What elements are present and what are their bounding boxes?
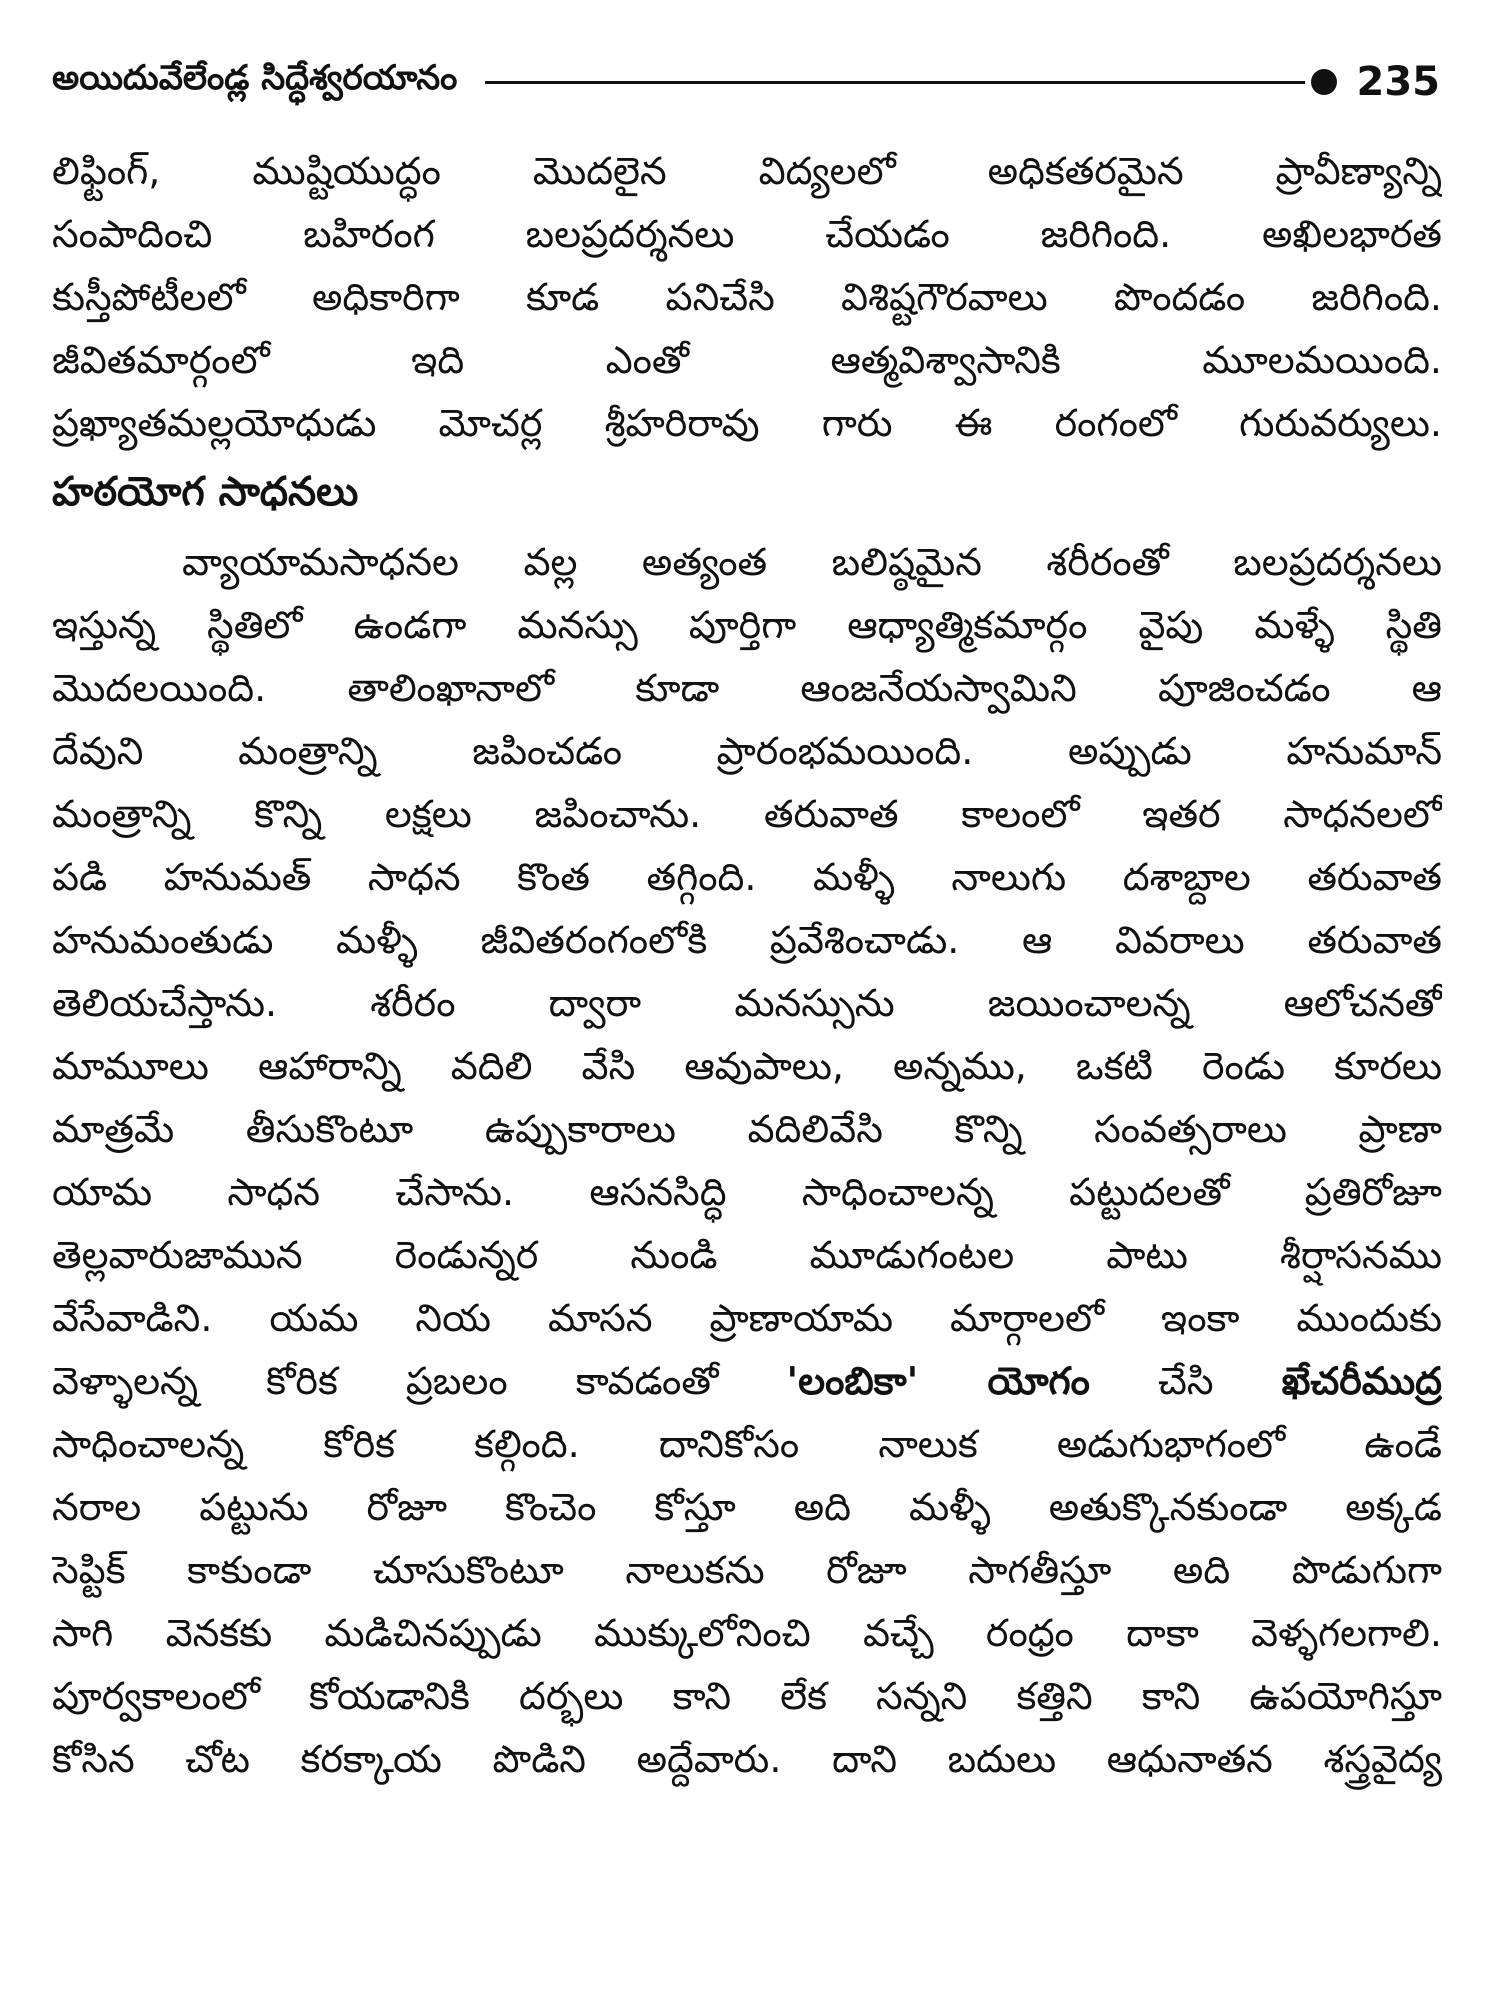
text-line: దేవుని మంత్రాన్ని జపించడం ప్రారంభమయింది. అప్పుడు హనుమాన్ — [52, 729, 1442, 773]
text-line: సాధించాలన్న కోరిక కల్గింది. దానికోసం నాలుక అడుగుభాగంలో ఉండే — [52, 1422, 1442, 1466]
text-line: వ్యాయామసాధనల వల్ల అత్యంత బలిష్ఠమైన శరీరంతో బలప్రదర్శనలు — [182, 540, 1442, 584]
text-line-emphasis — [52, 1350, 1442, 1413]
text-line: తెల్లవారుజామున రెండున్నర నుండి మూడుగంటల పాటు శీర్షాసనము — [52, 1233, 1442, 1277]
text-line: ప్రఖ్యాతమల్లయోధుడు మోచర్ల శ్రీహరిరావు గారు ఈ రంగంలో గురువర్యులు. — [52, 401, 1442, 445]
text-line: యామ సాధన చేసాను. ఆసనసిద్ధి సాధించాలన్న పట్టుదలతో ప్రతిరోజూ — [52, 1170, 1442, 1214]
page-body — [52, 140, 1442, 1791]
emphasized-term: ఖేచరీముద్ర — [1281, 1359, 1442, 1403]
section-heading: హఠయోగ సాధనలు — [52, 469, 359, 515]
text-line: వేసేవాడిని. యమ నియ మాసన ప్రాణాయామ మార్గాలలో ఇంకా ముందుకు — [52, 1296, 1442, 1340]
text-line: కోసిన చోట కరక్కాయ పొడిని అద్దేవారు. దాని బదులు ఆధునాతన శస్త్రవైద్య — [52, 1737, 1442, 1781]
text-line: పూర్వకాలంలో కోయడానికి దర్భలు కాని లేక సన్నని కత్తిని కాని ఉపయోగిస్తూ — [52, 1674, 1442, 1718]
paragraph-hathayoga — [52, 531, 1442, 1791]
header-rule — [485, 81, 1304, 84]
text-fragment: చేసి — [1089, 1359, 1282, 1403]
running-header — [52, 52, 1440, 112]
text-line: కుస్తీపోటీలలో అధికారిగా కూడ పనిచేసి విశిష్టగౌరవాలు పొందడం జరిగింది. — [52, 275, 1442, 319]
book-title: అయిదువేలేండ్ల సిద్ధేశ్వరయానం — [52, 58, 458, 98]
text-line: ఇస్తున్న స్థితిలో ఉండగా మనస్సు పూర్తిగా ఆధ్యాత్మికమార్గం వైపు మళ్ళే స్థితి — [52, 603, 1442, 647]
text-line: సంపాదించి బహిరంగ బలప్రదర్శనలు చేయడం జరిగింది. అఖిలభారత — [52, 212, 1442, 256]
text-line: హనుమంతుడు మళ్ళీ జీవితరంగంలోకి ప్రవేశించాడు. ఆ వివరాలు తరువాత — [52, 918, 1442, 962]
paragraph-intro — [52, 140, 1442, 455]
text-line: మొదలయింది. తాలింఖానాలో కూడా ఆంజనేయస్వామిని పూజించడం ఆ — [52, 666, 1442, 710]
text-line: సెప్టిక్ కాకుండా చూసుకొంటూ నాలుకను రోజూ సాగతీస్తూ అది పొడుగుగా — [52, 1548, 1442, 1592]
text-line: జీవితమార్గంలో ఇది ఎంతో ఆత్మవిశ్వాసానికి మూలమయింది. — [52, 338, 1442, 382]
text-line: పడి హనుమత్ సాధన కొంత తగ్గింది. మళ్ళీ నాలుగు దశాబ్దాల తరువాత — [52, 855, 1442, 899]
text-line: మామూలు ఆహారాన్ని వదిలి వేసి ఆవుపాలు, అన్నము, ఒకటి రెండు కూరలు — [52, 1044, 1442, 1088]
text-line: తెలియచేస్తాను. శరీరం ద్వారా మనస్సును జయించాలన్న ఆలోచనతో — [52, 981, 1442, 1025]
text-line: మంత్రాన్ని కొన్ని లక్షలు జపించాను. తరువాత కాలంలో ఇతర సాధనలలో — [52, 792, 1442, 836]
text-line: సాగి వెనకకు మడిచినప్పుడు ముక్కులోనించి వచ్చే రంధ్రం దాకా వెళ్ళగలగాలి. — [52, 1611, 1442, 1655]
text-line: లిఫ్టింగ్, ముష్టియుద్ధం మొదలైన విద్యలలో అధికతరమైన ప్రావీణ్యాన్ని — [52, 149, 1442, 193]
text-line: మాత్రమే తీసుకొంటూ ఉప్పుకారాలు వదిలివేసి కొన్ని సంవత్సరాలు ప్రాణా — [52, 1107, 1442, 1151]
bullet-dot-icon — [1311, 69, 1337, 95]
text-line: నరాల పట్టును రోజూ కొంచెం కోస్తూ అది మళ్ళీ అతుక్కొనకుండా అక్కడ — [52, 1485, 1442, 1529]
emphasized-term: 'లంబికా' యోగం — [786, 1359, 1090, 1403]
text-fragment: వెళ్ళాలన్న కోరిక ప్రబలం కావడంతో — [52, 1359, 787, 1403]
page-number: 235 — [1356, 59, 1440, 105]
